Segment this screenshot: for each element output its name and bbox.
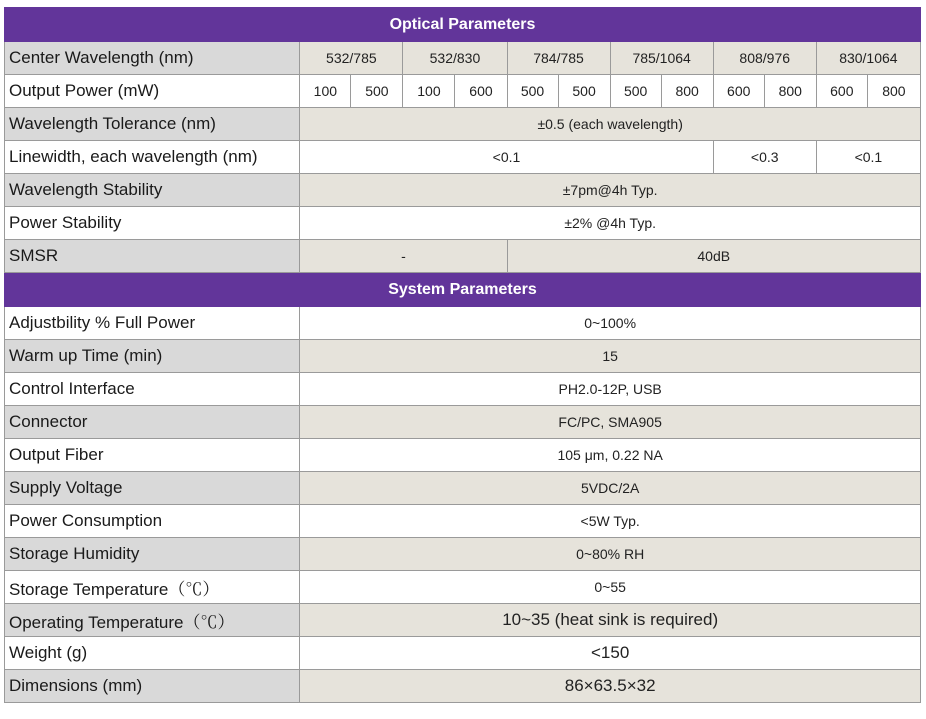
power-cell: 800 — [764, 75, 816, 108]
storage-temperature-row — [5, 571, 921, 604]
power-cell: 600 — [455, 75, 507, 108]
row-label: Warm up Time (min) — [5, 340, 300, 373]
power-cell: 600 — [713, 75, 764, 108]
wavelength-cell: 532/785 — [300, 42, 403, 75]
storage-humidity-row — [5, 538, 921, 571]
row-label: Wavelength Stability — [5, 174, 300, 207]
wavelength-tolerance-row — [5, 108, 921, 141]
linewidth-cell: <0.3 — [713, 141, 816, 174]
value-cell: PH2.0-12P, USB — [300, 373, 921, 406]
power-consumption-row — [5, 505, 921, 538]
row-label: Linewidth, each wavelength (nm) — [5, 141, 300, 174]
dimensions-row — [5, 670, 921, 703]
output-fiber-row — [5, 439, 921, 472]
value-cell: 86×63.5×32 — [300, 670, 921, 703]
power-cell: 500 — [351, 75, 403, 108]
row-label: Supply Voltage — [5, 472, 300, 505]
linewidth-row — [5, 141, 921, 174]
value-cell: 15 — [300, 340, 921, 373]
row-label: Output Power (mW) — [5, 75, 300, 108]
center-wavelength-row — [5, 42, 921, 75]
system-parameters-header-row — [5, 273, 921, 307]
operating-temperature-row — [5, 604, 921, 637]
power-cell: 800 — [661, 75, 713, 108]
control-interface-row — [5, 373, 921, 406]
row-label: Wavelength Tolerance (nm) — [5, 108, 300, 141]
power-cell: 800 — [867, 75, 920, 108]
value-cell: 105 μm, 0.22 NA — [300, 439, 921, 472]
system-parameters-header: System Parameters — [5, 273, 921, 307]
supply-voltage-row — [5, 472, 921, 505]
weight-row — [5, 637, 921, 670]
adjustability-row — [5, 307, 921, 340]
power-cell: 500 — [558, 75, 610, 108]
value-cell: ±7pm@4h Typ. — [300, 174, 921, 207]
wavelength-cell: 532/830 — [403, 42, 507, 75]
smsr-cell: - — [300, 240, 507, 273]
row-label: Power Stability — [5, 207, 300, 240]
warm-up-time-row — [5, 340, 921, 373]
value-cell: ±2% @4h Typ. — [300, 207, 921, 240]
value-cell: 5VDC/2A — [300, 472, 921, 505]
connector-row — [5, 406, 921, 439]
row-label: Control Interface — [5, 373, 300, 406]
power-cell: 500 — [507, 75, 558, 108]
value-cell: 0~55 — [300, 571, 921, 604]
row-label: Dimensions (mm) — [5, 670, 300, 703]
wavelength-cell: 785/1064 — [610, 42, 713, 75]
wavelength-cell: 830/1064 — [816, 42, 920, 75]
row-label: Power Consumption — [5, 505, 300, 538]
power-cell: 100 — [300, 75, 351, 108]
row-label: Storage Temperature（℃） — [5, 571, 300, 604]
value-cell: <150 — [300, 637, 921, 670]
wavelength-cell: 784/785 — [507, 42, 610, 75]
row-label: Connector — [5, 406, 300, 439]
row-label: SMSR — [5, 240, 300, 273]
linewidth-cell: <0.1 — [816, 141, 920, 174]
value-cell: ±0.5 (each wavelength) — [300, 108, 921, 141]
power-cell: 600 — [816, 75, 867, 108]
power-cell: 500 — [610, 75, 661, 108]
row-label: Adjustbility % Full Power — [5, 307, 300, 340]
value-cell: <5W Typ. — [300, 505, 921, 538]
linewidth-cell: <0.1 — [300, 141, 713, 174]
wavelength-cell: 808/976 — [713, 42, 816, 75]
smsr-row — [5, 240, 921, 273]
smsr-cell: 40dB — [507, 240, 921, 273]
row-label: Operating Temperature（℃） — [5, 604, 300, 637]
power-cell: 100 — [403, 75, 455, 108]
specifications-table — [4, 7, 921, 703]
value-cell: 0~80% RH — [300, 538, 921, 571]
value-cell: FC/PC, SMA905 — [300, 406, 921, 439]
row-label: Storage Humidity — [5, 538, 300, 571]
value-cell: 0~100% — [300, 307, 921, 340]
optical-parameters-header-row — [5, 8, 921, 42]
power-stability-row — [5, 207, 921, 240]
row-label: Output Fiber — [5, 439, 300, 472]
row-label: Weight (g) — [5, 637, 300, 670]
wavelength-stability-row — [5, 174, 921, 207]
value-cell: 10~35 (heat sink is required) — [300, 604, 921, 637]
optical-parameters-header: Optical Parameters — [5, 8, 921, 42]
output-power-row — [5, 75, 921, 108]
row-label: Center Wavelength (nm) — [5, 42, 300, 75]
